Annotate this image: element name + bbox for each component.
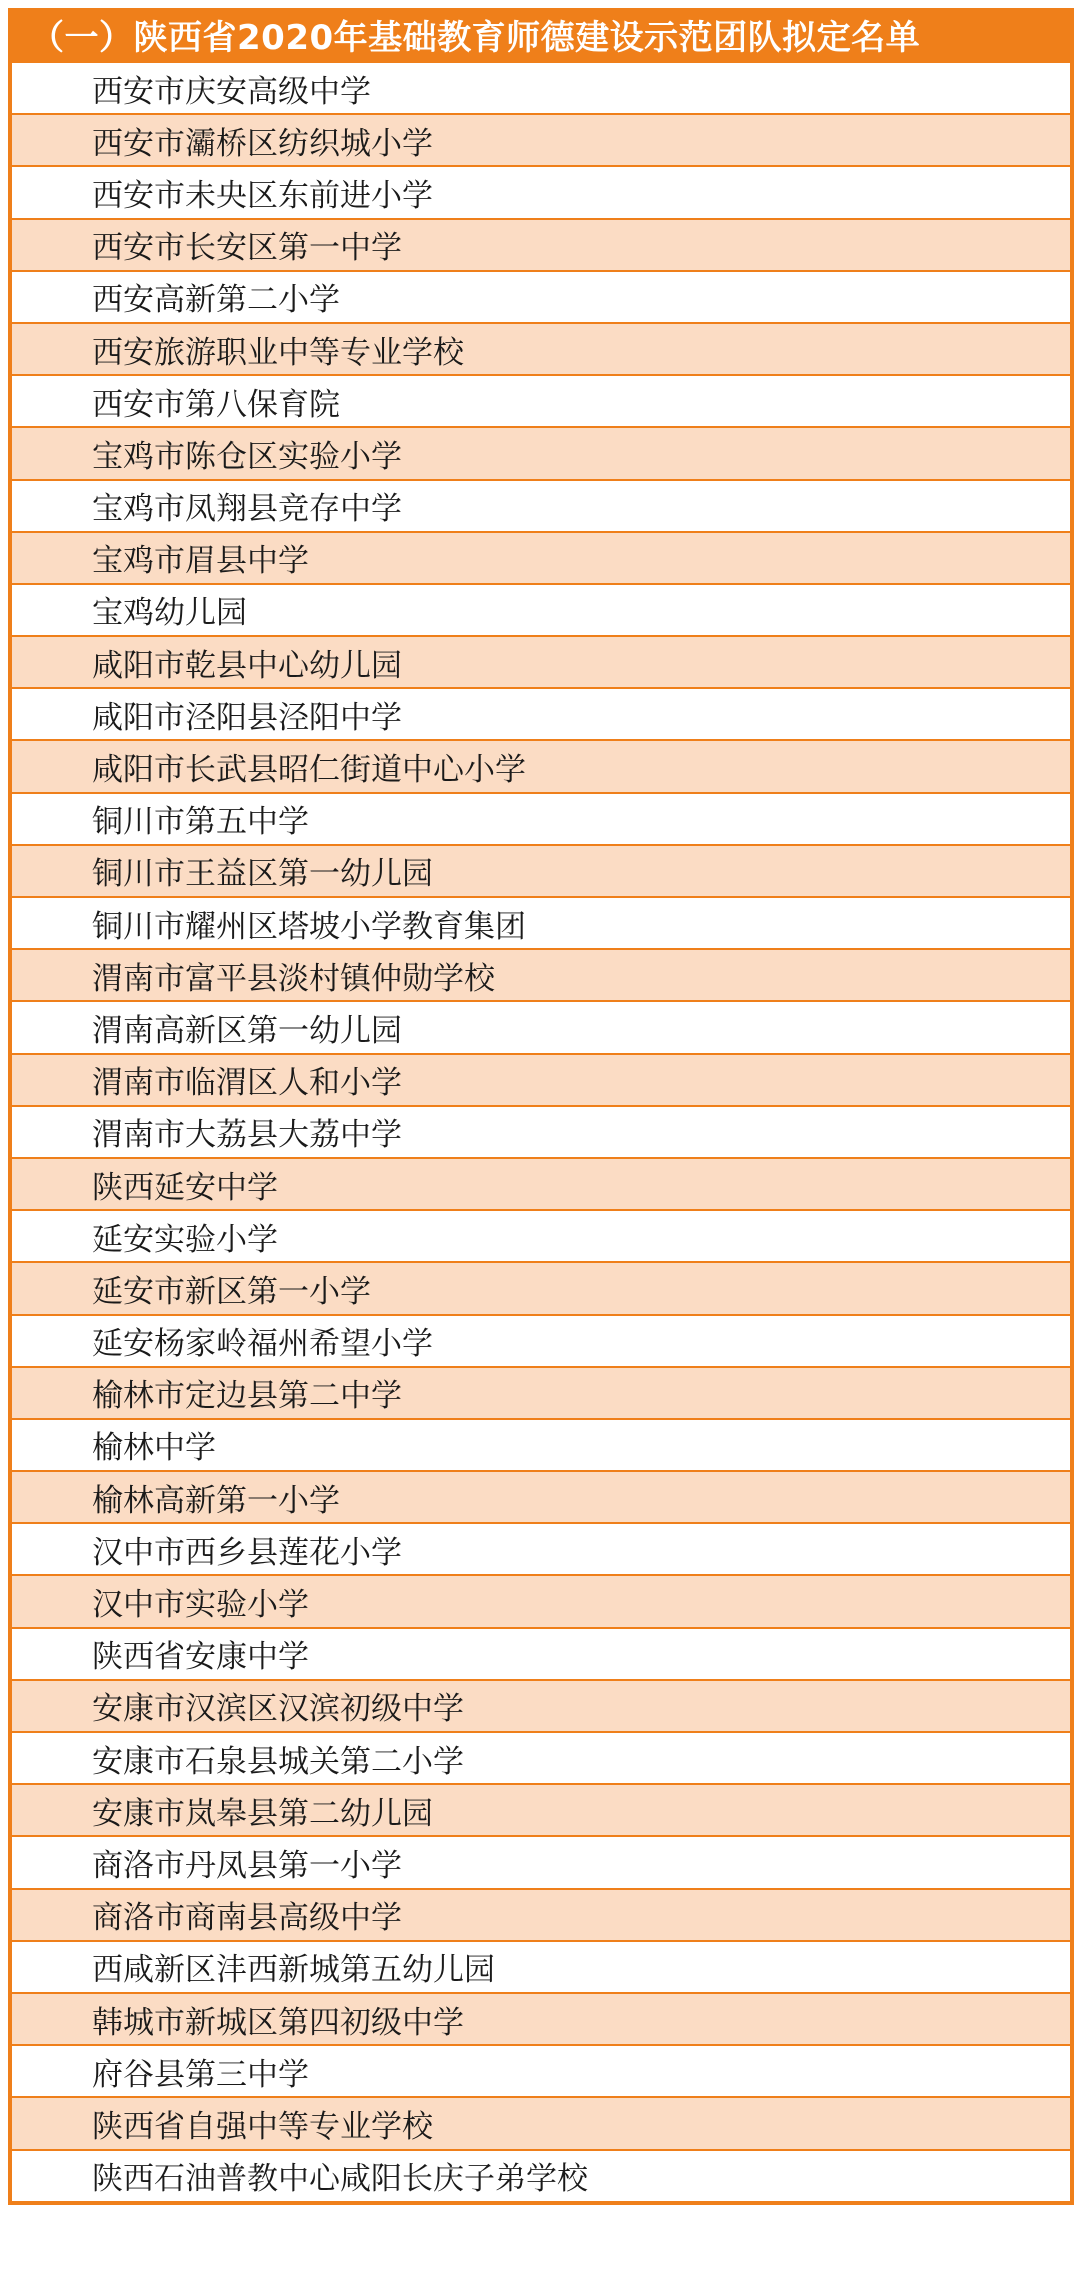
table-row [12, 1783, 1070, 1835]
school-name: 渭南市大荔县大荔中学 [92, 1117, 402, 1154]
table-row [12, 1105, 1070, 1157]
table-row [12, 1157, 1070, 1209]
table-row [12, 270, 1070, 322]
school-name: 榆林市定边县第二中学 [92, 1378, 402, 1415]
school-name: 韩城市新城区第四初级中学 [92, 2004, 464, 2041]
table-row [12, 1574, 1070, 1626]
table-body [12, 61, 1070, 2201]
school-name: 安康市石泉县城关第二小学 [92, 1743, 464, 1780]
school-name: 咸阳市长武县昭仁街道中心小学 [92, 752, 526, 789]
table-row [12, 426, 1070, 478]
school-name: 陕西省自强中等专业学校 [92, 2108, 433, 2145]
table-row [12, 218, 1070, 270]
school-name: 咸阳市乾县中心幼儿园 [92, 647, 402, 684]
school-name: 铜川市第五中学 [92, 804, 309, 841]
table-row [12, 1261, 1070, 1313]
table-row [12, 2149, 1070, 2201]
school-name: 渭南市富平县淡村镇仲勋学校 [92, 960, 495, 997]
table-row [12, 61, 1070, 113]
table-row [12, 2044, 1070, 2096]
table-row [12, 896, 1070, 948]
school-name: 渭南高新区第一幼儿园 [92, 1012, 402, 1049]
table-row [12, 1418, 1070, 1470]
table-row [12, 583, 1070, 635]
table-row [12, 1679, 1070, 1731]
school-name: 西安高新第二小学 [92, 282, 340, 319]
table-row [12, 1888, 1070, 1940]
school-name: 陕西省安康中学 [92, 1639, 309, 1676]
school-name: 铜川市耀州区塔坡小学教育集团 [92, 908, 526, 945]
table-row [12, 374, 1070, 426]
school-name: 西安市灞桥区纺织城小学 [92, 125, 433, 162]
school-name: 西安市长安区第一中学 [92, 230, 402, 267]
school-name: 榆林高新第一小学 [92, 1482, 340, 1519]
school-name: 宝鸡幼儿园 [92, 595, 247, 632]
table-row [12, 844, 1070, 896]
table-row [12, 113, 1070, 165]
school-name: 宝鸡市眉县中学 [92, 543, 309, 580]
school-name: 榆林中学 [92, 1430, 216, 1467]
table-row [12, 1053, 1070, 1105]
table-row [12, 1731, 1070, 1783]
table-row [12, 1522, 1070, 1574]
school-name: 安康市汉滨区汉滨初级中学 [92, 1691, 464, 1728]
school-name: 延安实验小学 [92, 1221, 278, 1258]
school-name: 西安市第八保育院 [92, 386, 340, 423]
table-row [12, 1000, 1070, 1052]
table-row [12, 1940, 1070, 1992]
table-row [12, 1835, 1070, 1887]
table-row [12, 531, 1070, 583]
school-name: 西安市未央区东前进小学 [92, 177, 433, 214]
name-list-table [8, 8, 1074, 2205]
table-row [12, 948, 1070, 1000]
school-name: 铜川市王益区第一幼儿园 [92, 856, 433, 893]
school-name: 西安市庆安高级中学 [92, 73, 371, 110]
table-row [12, 1209, 1070, 1261]
table-row [12, 1470, 1070, 1522]
school-name: 宝鸡市陈仓区实验小学 [92, 438, 402, 475]
table-title: （一）陕西省2020年基础教育师德建设示范团队拟定名单 [8, 8, 1074, 61]
school-name: 府谷县第三中学 [92, 2056, 309, 2093]
table-row [12, 1992, 1070, 2044]
table-row [12, 1314, 1070, 1366]
school-name: 汉中市西乡县莲花小学 [92, 1534, 402, 1571]
school-name: 商洛市丹凤县第一小学 [92, 1847, 402, 1884]
table-row [12, 322, 1070, 374]
school-name: 宝鸡市凤翔县竞存中学 [92, 491, 402, 528]
school-name: 汉中市实验小学 [92, 1587, 309, 1624]
table-row [12, 739, 1070, 791]
school-name: 陕西石油普教中心咸阳长庆子弟学校 [92, 2161, 588, 2198]
school-name: 安康市岚皋县第二幼儿园 [92, 1795, 433, 1832]
table-row [12, 165, 1070, 217]
school-name: 延安杨家岭福州希望小学 [92, 1326, 433, 1363]
table-row [12, 635, 1070, 687]
table-row [12, 479, 1070, 531]
table-row [12, 1627, 1070, 1679]
school-name: 渭南市临渭区人和小学 [92, 1065, 402, 1102]
school-name: 西咸新区沣西新城第五幼儿园 [92, 1952, 495, 1989]
table-row [12, 1366, 1070, 1418]
school-name: 陕西延安中学 [92, 1169, 278, 1206]
table-row [12, 792, 1070, 844]
school-name: 延安市新区第一小学 [92, 1273, 371, 1310]
school-name: 咸阳市泾阳县泾阳中学 [92, 699, 402, 736]
school-name: 西安旅游职业中等专业学校 [92, 334, 464, 371]
school-name: 商洛市商南县高级中学 [92, 1900, 402, 1937]
table-row [12, 2096, 1070, 2148]
table-row [12, 687, 1070, 739]
